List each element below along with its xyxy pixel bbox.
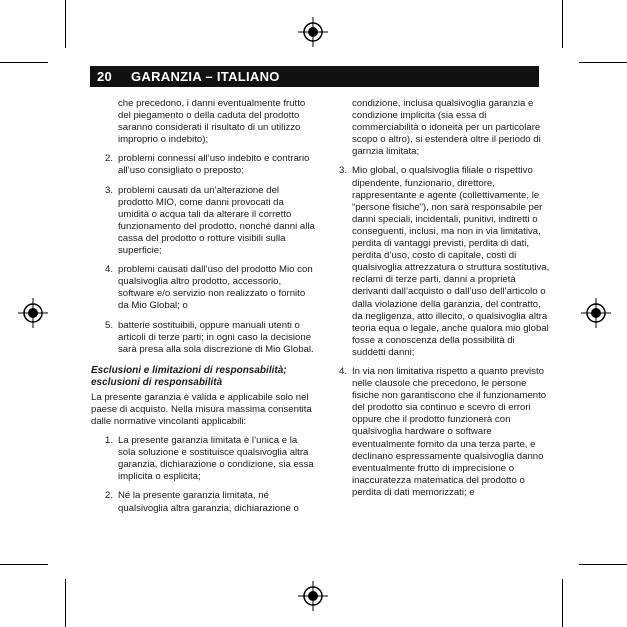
- left-column: [91, 98, 316, 522]
- list-number: 1.: [104, 435, 113, 447]
- registration-mark-icon: [298, 581, 328, 611]
- intro-paragraph: La presente garanzia è valida e applicabile solo nel paese di acquisto. Nella misura massima consentita dalle normative vincolanti applicabili:: [91, 391, 312, 427]
- list-text: problemi connessi all’uso indebito e contrario all’uso consigliato o preposto;: [118, 153, 310, 177]
- right-column: [325, 98, 550, 506]
- registration-mark-icon: [581, 298, 611, 328]
- crop-mark: [65, 0, 66, 48]
- page-header: [90, 66, 539, 87]
- continued-text: che precedono, i danni eventualmente frutto del piegamento o della caduta del prodotto saranno considerati il risultato di un utilizzo improprio o indebito);: [118, 98, 306, 146]
- section-heading: Esclusioni e limitazioni di responsabilità; esclusioni di responsabilità: [91, 364, 287, 388]
- crop-mark: [562, 0, 563, 48]
- list-text: problemi causati dall’uso del prodotto Mio con qualsivoglia altro prodotto, accessorio, software e/o servizio non realizzato o fornito da Mio Global; o: [118, 264, 313, 312]
- list-item: [91, 435, 316, 483]
- list-item: [91, 490, 316, 514]
- list-number: 3.: [338, 165, 347, 177]
- crop-mark: [0, 564, 48, 565]
- crop-mark: [562, 579, 563, 627]
- crop-mark: [0, 62, 48, 63]
- list-item: [91, 264, 316, 312]
- list-item: [91, 153, 316, 177]
- registration-mark-icon: [298, 17, 328, 47]
- list-number: 4.: [338, 365, 347, 377]
- page-title: GARANZIA – ITALIANO: [131, 69, 280, 84]
- continued-text: condizione, inclusa qualsivoglia garanzia e condizione implicita (sia essa di commerciabilità o idoneità per un particolare scopo o altro), si estenderà oltre il periodo di garnzia limitata;: [352, 98, 541, 158]
- list-number: 3.: [104, 184, 113, 196]
- list-number: 4.: [104, 264, 113, 276]
- list-text: problemi causati da un’alterazione del prodotto MIO, come danni provocati da umidità o acqua tali da alterare il corretto funzionamento del prodotto, nonché danni alla cassa del prodotto o rotture visibili sulla superficie;: [118, 184, 315, 257]
- crop-mark: [579, 564, 627, 565]
- list-text: Mio global, o qualsivoglia filiale o rispettivo dipendente, funzionario, direttore, rappresentante e agente (collettivamente, le “persone fisiche”), non sarà responsabile per danni speciali, incidentali, punitivi, indiretti o conseguenti, inclusi, ma non in via limitativa, perdita di vantaggi previsti, perdita di dati, perdita d’uso, costo di capitale, costi di qualsivoglia attrezzatura o struttura sostitutiva, reclami di terze parti, danni a proprietà derivanti dall’acquisto o dall’uso dell’articolo o dalla violazione della garanzia, del contratto, da negligenza, atto illecito, o qualsivoglia altra teoria equa o legale, anche qualora mio global fosse a conoscenza della possibilità di suddetti danni;: [352, 165, 550, 358]
- list-number: 2.: [104, 153, 113, 165]
- list-item: [325, 165, 550, 359]
- list-item: [91, 185, 316, 258]
- list-text: La presente garanzia limitata è l’unica e la sola soluzione e sostituisce qualsivoglia altra garanzia, dichiarazione o condizione, sia essa implicita o esplicita;: [118, 435, 314, 483]
- list-text: batterie sostituibili, oppure manuali utenti o articoli di terze parti; in ogni caso la decisione sarà presa alla sola discrezione di Mio Global.: [118, 319, 314, 355]
- crop-mark: [65, 579, 66, 627]
- list-number: 5.: [104, 319, 113, 331]
- list-number: 2.: [104, 490, 113, 502]
- crop-mark: [579, 62, 627, 63]
- registration-mark-icon: [18, 298, 48, 328]
- list-item: [325, 366, 550, 499]
- list-item: [91, 320, 316, 356]
- list-text: In via non limitativa rispetto a quanto previsto nelle clausole che precedono, le persone fisiche non garantiscono che il funzionamento del prodotto sia continuo e scevro di errori oppure che il prodotto funzionerà con qualsivoglia hardware o software eventualmente fornito da una terza parte, e declinano espressamente qualsivoglia danno eventualmente frutto di imprecisione o inaccuratezza matematica del prodotto o perdita di dati memorizzati; e: [352, 365, 547, 498]
- page-number: 20: [97, 69, 113, 84]
- list-text: Né la presente garanzia limitata, né qualsivoglia altra garanzia, dichiarazione o: [118, 490, 299, 514]
